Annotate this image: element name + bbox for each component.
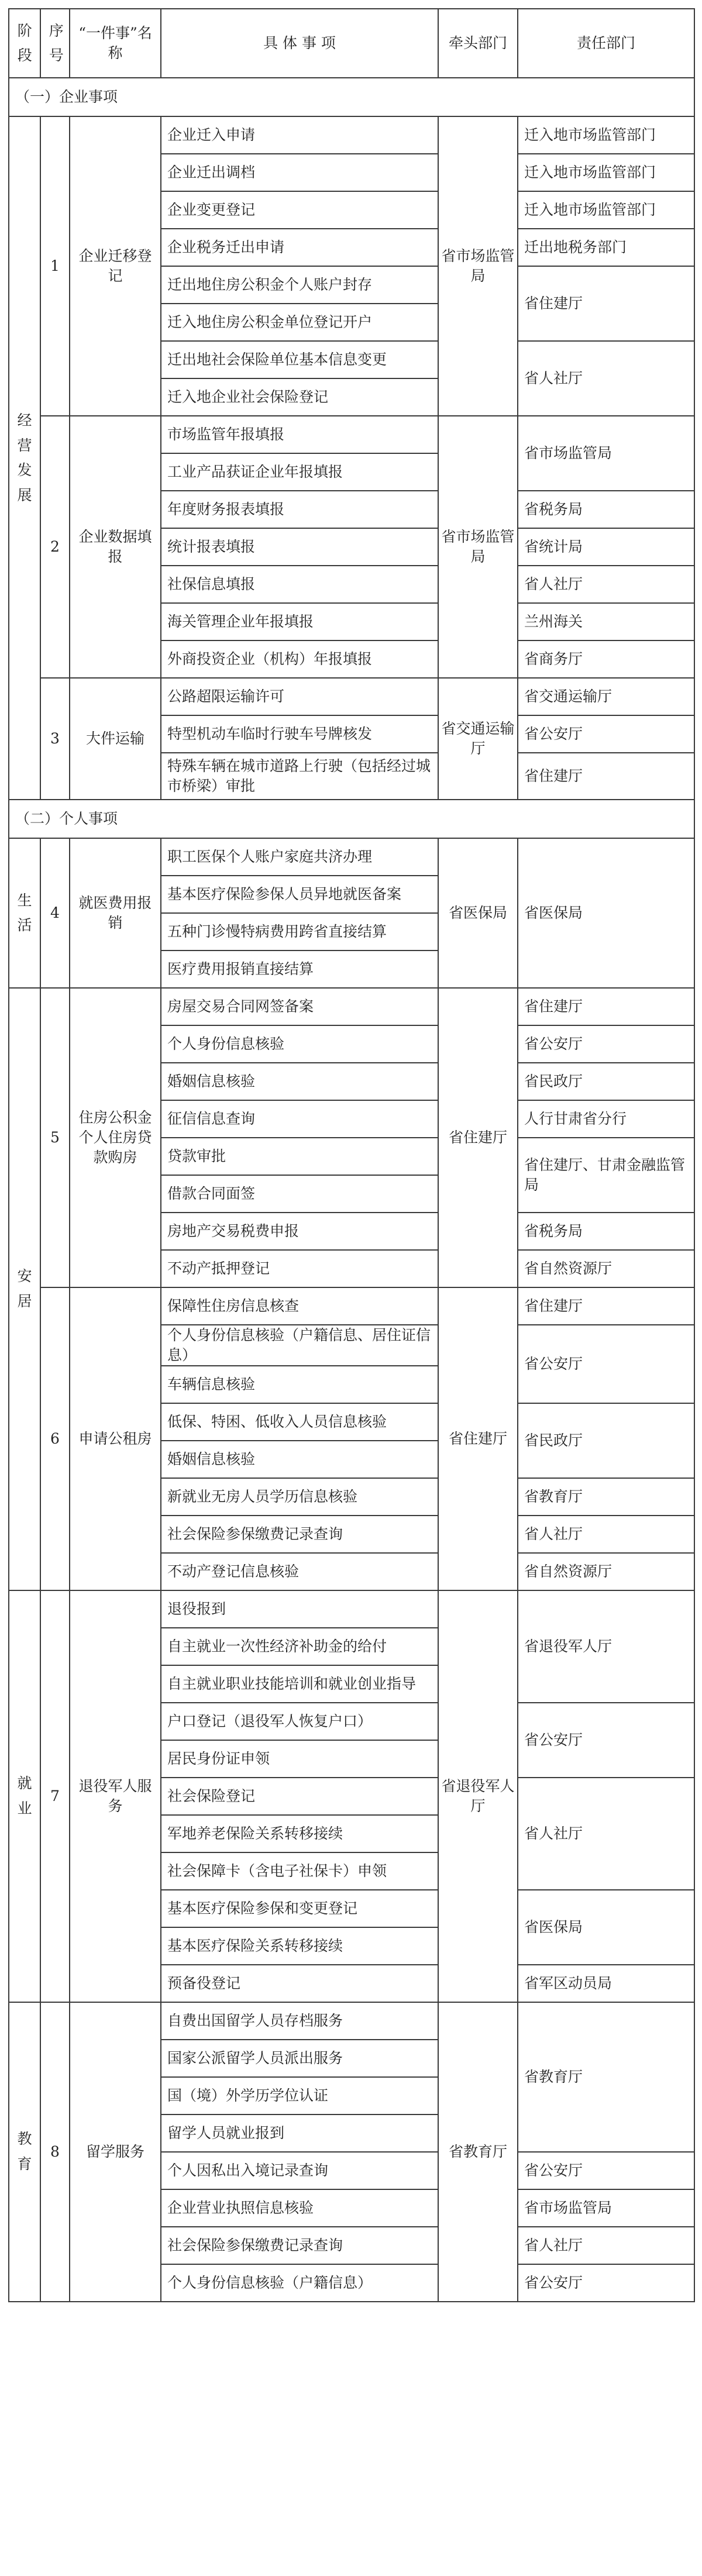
matter-cell: 社会保险登记 bbox=[161, 1778, 438, 1815]
lead-dept-cell: 省教育厅 bbox=[438, 2002, 518, 2302]
resp-dept-cell: 省医保局 bbox=[518, 838, 694, 988]
resp-dept-cell: 省人社厅 bbox=[518, 1516, 694, 1553]
resp-dept-cell: 省自然资源厅 bbox=[518, 1553, 694, 1590]
resp-dept-cell: 迁入地市场监管部门 bbox=[518, 116, 694, 154]
resp-dept-cell: 省人社厅 bbox=[518, 341, 694, 416]
matter-cell: 个人身份信息核验（户籍信息、居住证信息） bbox=[161, 1325, 438, 1366]
resp-dept-cell: 省军区动员局 bbox=[518, 1965, 694, 2002]
matter-cell: 五种门诊慢特病费用跨省直接结算 bbox=[161, 913, 438, 950]
header-lead: 牵头部门 bbox=[438, 9, 518, 78]
matter-cell: 基本医疗保险参保人员异地就医备案 bbox=[161, 876, 438, 913]
matter-cell: 自主就业一次性经济补助金的给付 bbox=[161, 1628, 438, 1665]
item-name-cell: 申请公租房 bbox=[70, 1287, 161, 1590]
resp-dept-cell: 省市场监管局 bbox=[518, 416, 694, 491]
seq-cell: 1 bbox=[40, 116, 70, 416]
stage-cell: 安居 bbox=[9, 988, 40, 1590]
matter-cell: 户口登记（退役军人恢复户口） bbox=[161, 1703, 438, 1740]
matter-cell: 外商投资企业（机构）年报填报 bbox=[161, 640, 438, 678]
item-name-cell: 企业迁移登记 bbox=[70, 116, 161, 416]
table-body bbox=[9, 78, 694, 2302]
matter-cell: 新就业无房人员学历信息核验 bbox=[161, 1478, 438, 1516]
table-row bbox=[9, 416, 694, 453]
table-row bbox=[9, 1287, 694, 1325]
item-name-cell: 就医费用报销 bbox=[70, 838, 161, 988]
table-row bbox=[9, 988, 694, 1025]
matter-cell: 低保、特困、低收入人员信息核验 bbox=[161, 1403, 438, 1441]
lead-dept-cell: 省退役军人厅 bbox=[438, 1590, 518, 2002]
resp-dept-cell: 省教育厅 bbox=[518, 2002, 694, 2152]
matter-cell: 工业产品获证企业年报填报 bbox=[161, 453, 438, 491]
seq-cell: 2 bbox=[40, 416, 70, 678]
resp-dept-cell: 省公安厅 bbox=[518, 1025, 694, 1063]
item-name-cell: 大件运输 bbox=[70, 678, 161, 800]
matter-cell: 特型机动车临时行驶车号牌核发 bbox=[161, 715, 438, 753]
item-name-cell: 住房公积金个人住房贷款购房 bbox=[70, 988, 161, 1287]
resp-dept-cell: 省市场监管局 bbox=[518, 2189, 694, 2227]
resp-dept-cell: 省公安厅 bbox=[518, 1325, 694, 1403]
matter-cell: 退役报到 bbox=[161, 1590, 438, 1628]
resp-dept-cell: 省公安厅 bbox=[518, 1703, 694, 1778]
resp-dept-cell: 省税务局 bbox=[518, 1213, 694, 1250]
resp-dept-cell: 省住建厅 bbox=[518, 266, 694, 341]
table-row bbox=[9, 1590, 694, 1628]
matter-cell: 公路超限运输许可 bbox=[161, 678, 438, 715]
lead-dept-cell: 省交通运输厅 bbox=[438, 678, 518, 800]
seq-cell: 4 bbox=[40, 838, 70, 988]
resp-dept-cell: 迁入地市场监管部门 bbox=[518, 154, 694, 191]
resp-dept-cell: 人行甘肃省分行 bbox=[518, 1100, 694, 1138]
matter-cell: 车辆信息核验 bbox=[161, 1366, 438, 1403]
matter-cell: 军地养老保险关系转移接续 bbox=[161, 1815, 438, 1852]
seq-cell: 8 bbox=[40, 2002, 70, 2302]
table-row bbox=[9, 116, 694, 154]
item-name-cell: 退役军人服务 bbox=[70, 1590, 161, 2002]
resp-dept-cell: 省交通运输厅 bbox=[518, 678, 694, 715]
matter-cell: 职工医保个人账户家庭共济办理 bbox=[161, 838, 438, 876]
seq-cell: 5 bbox=[40, 988, 70, 1287]
resp-dept-cell: 迁入地市场监管部门 bbox=[518, 191, 694, 229]
matter-cell: 房屋交易合同网签备案 bbox=[161, 988, 438, 1025]
item-name-cell: 企业数据填报 bbox=[70, 416, 161, 678]
header-name: “一件事”名称 bbox=[70, 9, 161, 78]
section-row bbox=[9, 78, 694, 116]
resp-dept-cell: 兰州海关 bbox=[518, 603, 694, 640]
resp-dept-cell: 省公安厅 bbox=[518, 715, 694, 753]
resp-dept-cell: 省公安厅 bbox=[518, 2152, 694, 2189]
matter-cell: 基本医疗保险参保和变更登记 bbox=[161, 1890, 438, 1927]
lead-dept-cell: 省住建厅 bbox=[438, 988, 518, 1287]
header-resp: 责任部门 bbox=[518, 9, 694, 78]
lead-dept-cell: 省医保局 bbox=[438, 838, 518, 988]
matter-cell: 不动产登记信息核验 bbox=[161, 1553, 438, 1590]
lead-dept-cell: 省市场监管局 bbox=[438, 116, 518, 416]
table-row bbox=[9, 2002, 694, 2040]
resp-dept-cell: 省人社厅 bbox=[518, 2227, 694, 2264]
matter-cell: 迁出地住房公积金个人账户封存 bbox=[161, 266, 438, 304]
resp-dept-cell: 省医保局 bbox=[518, 1890, 694, 1965]
resp-dept-cell: 省住建厅、甘肃金融监管局 bbox=[518, 1138, 694, 1213]
matter-cell: 企业营业执照信息核验 bbox=[161, 2189, 438, 2227]
table-row bbox=[9, 838, 694, 876]
matter-cell: 特殊车辆在城市道路上行驶（包括经过城市桥梁）审批 bbox=[161, 753, 438, 800]
matter-cell: 征信信息查询 bbox=[161, 1100, 438, 1138]
matter-cell: 自费出国留学人员存档服务 bbox=[161, 2002, 438, 2040]
matter-cell: 迁入地住房公积金单位登记开户 bbox=[161, 304, 438, 341]
matter-cell: 国（境）外学历学位认证 bbox=[161, 2077, 438, 2114]
resp-dept-cell: 省统计局 bbox=[518, 528, 694, 566]
header-stage: 阶段 bbox=[9, 9, 40, 78]
resp-dept-cell: 省自然资源厅 bbox=[518, 1250, 694, 1287]
section-title: （一）企业事项 bbox=[9, 78, 694, 116]
header-row bbox=[9, 9, 694, 78]
matter-cell: 留学人员就业报到 bbox=[161, 2114, 438, 2152]
matter-cell: 统计报表填报 bbox=[161, 528, 438, 566]
matter-cell: 借款合同面签 bbox=[161, 1175, 438, 1213]
resp-dept-cell: 省商务厅 bbox=[518, 640, 694, 678]
header-seq: 序号 bbox=[40, 9, 70, 78]
matter-cell: 个人身份信息核验（户籍信息） bbox=[161, 2264, 438, 2302]
section-title: （二）个人事项 bbox=[9, 800, 694, 838]
seq-cell: 3 bbox=[40, 678, 70, 800]
stage-cell: 教育 bbox=[9, 2002, 40, 2302]
matters-table bbox=[8, 8, 695, 2302]
resp-dept-cell: 省税务局 bbox=[518, 491, 694, 528]
item-name-cell: 留学服务 bbox=[70, 2002, 161, 2302]
table-row bbox=[9, 678, 694, 715]
resp-dept-cell: 省民政厅 bbox=[518, 1403, 694, 1478]
lead-dept-cell: 省市场监管局 bbox=[438, 416, 518, 678]
matter-cell: 房地产交易税费申报 bbox=[161, 1213, 438, 1250]
matter-cell: 社保信息填报 bbox=[161, 566, 438, 603]
matter-cell: 迁出地社会保险单位基本信息变更 bbox=[161, 341, 438, 378]
matter-cell: 国家公派留学人员派出服务 bbox=[161, 2040, 438, 2077]
resp-dept-cell: 省教育厅 bbox=[518, 1478, 694, 1516]
matter-cell: 社会保险参保缴费记录查询 bbox=[161, 1516, 438, 1553]
matter-cell: 婚姻信息核验 bbox=[161, 1441, 438, 1478]
matter-cell: 迁入地企业社会保险登记 bbox=[161, 378, 438, 416]
lead-dept-cell: 省住建厅 bbox=[438, 1287, 518, 1590]
resp-dept-cell: 省人社厅 bbox=[518, 566, 694, 603]
matter-cell: 自主就业职业技能培训和就业创业指导 bbox=[161, 1665, 438, 1703]
seq-cell: 6 bbox=[40, 1287, 70, 1590]
matter-cell: 居民身份证申领 bbox=[161, 1740, 438, 1778]
matter-cell: 婚姻信息核验 bbox=[161, 1063, 438, 1100]
matter-cell: 医疗费用报销直接结算 bbox=[161, 950, 438, 988]
matter-cell: 企业迁出调档 bbox=[161, 154, 438, 191]
matter-cell: 个人因私出入境记录查询 bbox=[161, 2152, 438, 2189]
matter-cell: 企业变更登记 bbox=[161, 191, 438, 229]
stage-cell: 生活 bbox=[9, 838, 40, 988]
resp-dept-cell: 省住建厅 bbox=[518, 753, 694, 800]
matter-cell: 年度财务报表填报 bbox=[161, 491, 438, 528]
matter-cell: 贷款审批 bbox=[161, 1138, 438, 1175]
matter-cell: 保障性住房信息核查 bbox=[161, 1287, 438, 1325]
resp-dept-cell: 省公安厅 bbox=[518, 2264, 694, 2302]
seq-cell: 7 bbox=[40, 1590, 70, 2002]
matter-cell: 不动产抵押登记 bbox=[161, 1250, 438, 1287]
resp-dept-cell: 省住建厅 bbox=[518, 1287, 694, 1325]
matter-cell: 基本医疗保险关系转移接续 bbox=[161, 1927, 438, 1965]
stage-cell: 经营发展 bbox=[9, 116, 40, 800]
matter-cell: 海关管理企业年报填报 bbox=[161, 603, 438, 640]
matter-cell: 个人身份信息核验 bbox=[161, 1025, 438, 1063]
resp-dept-cell: 省退役军人厅 bbox=[518, 1590, 694, 1703]
stage-cell: 就业 bbox=[9, 1590, 40, 2002]
matter-cell: 预备役登记 bbox=[161, 1965, 438, 2002]
matter-cell: 社会保障卡（含电子社保卡）申领 bbox=[161, 1852, 438, 1890]
matter-cell: 市场监管年报填报 bbox=[161, 416, 438, 453]
matter-cell: 社会保险参保缴费记录查询 bbox=[161, 2227, 438, 2264]
header-matter: 具 体 事 项 bbox=[161, 9, 438, 78]
resp-dept-cell: 省人社厅 bbox=[518, 1778, 694, 1890]
resp-dept-cell: 省民政厅 bbox=[518, 1063, 694, 1100]
matter-cell: 企业税务迁出申请 bbox=[161, 229, 438, 266]
section-row bbox=[9, 800, 694, 838]
resp-dept-cell: 迁出地税务部门 bbox=[518, 229, 694, 266]
matter-cell: 企业迁入申请 bbox=[161, 116, 438, 154]
resp-dept-cell: 省住建厅 bbox=[518, 988, 694, 1025]
